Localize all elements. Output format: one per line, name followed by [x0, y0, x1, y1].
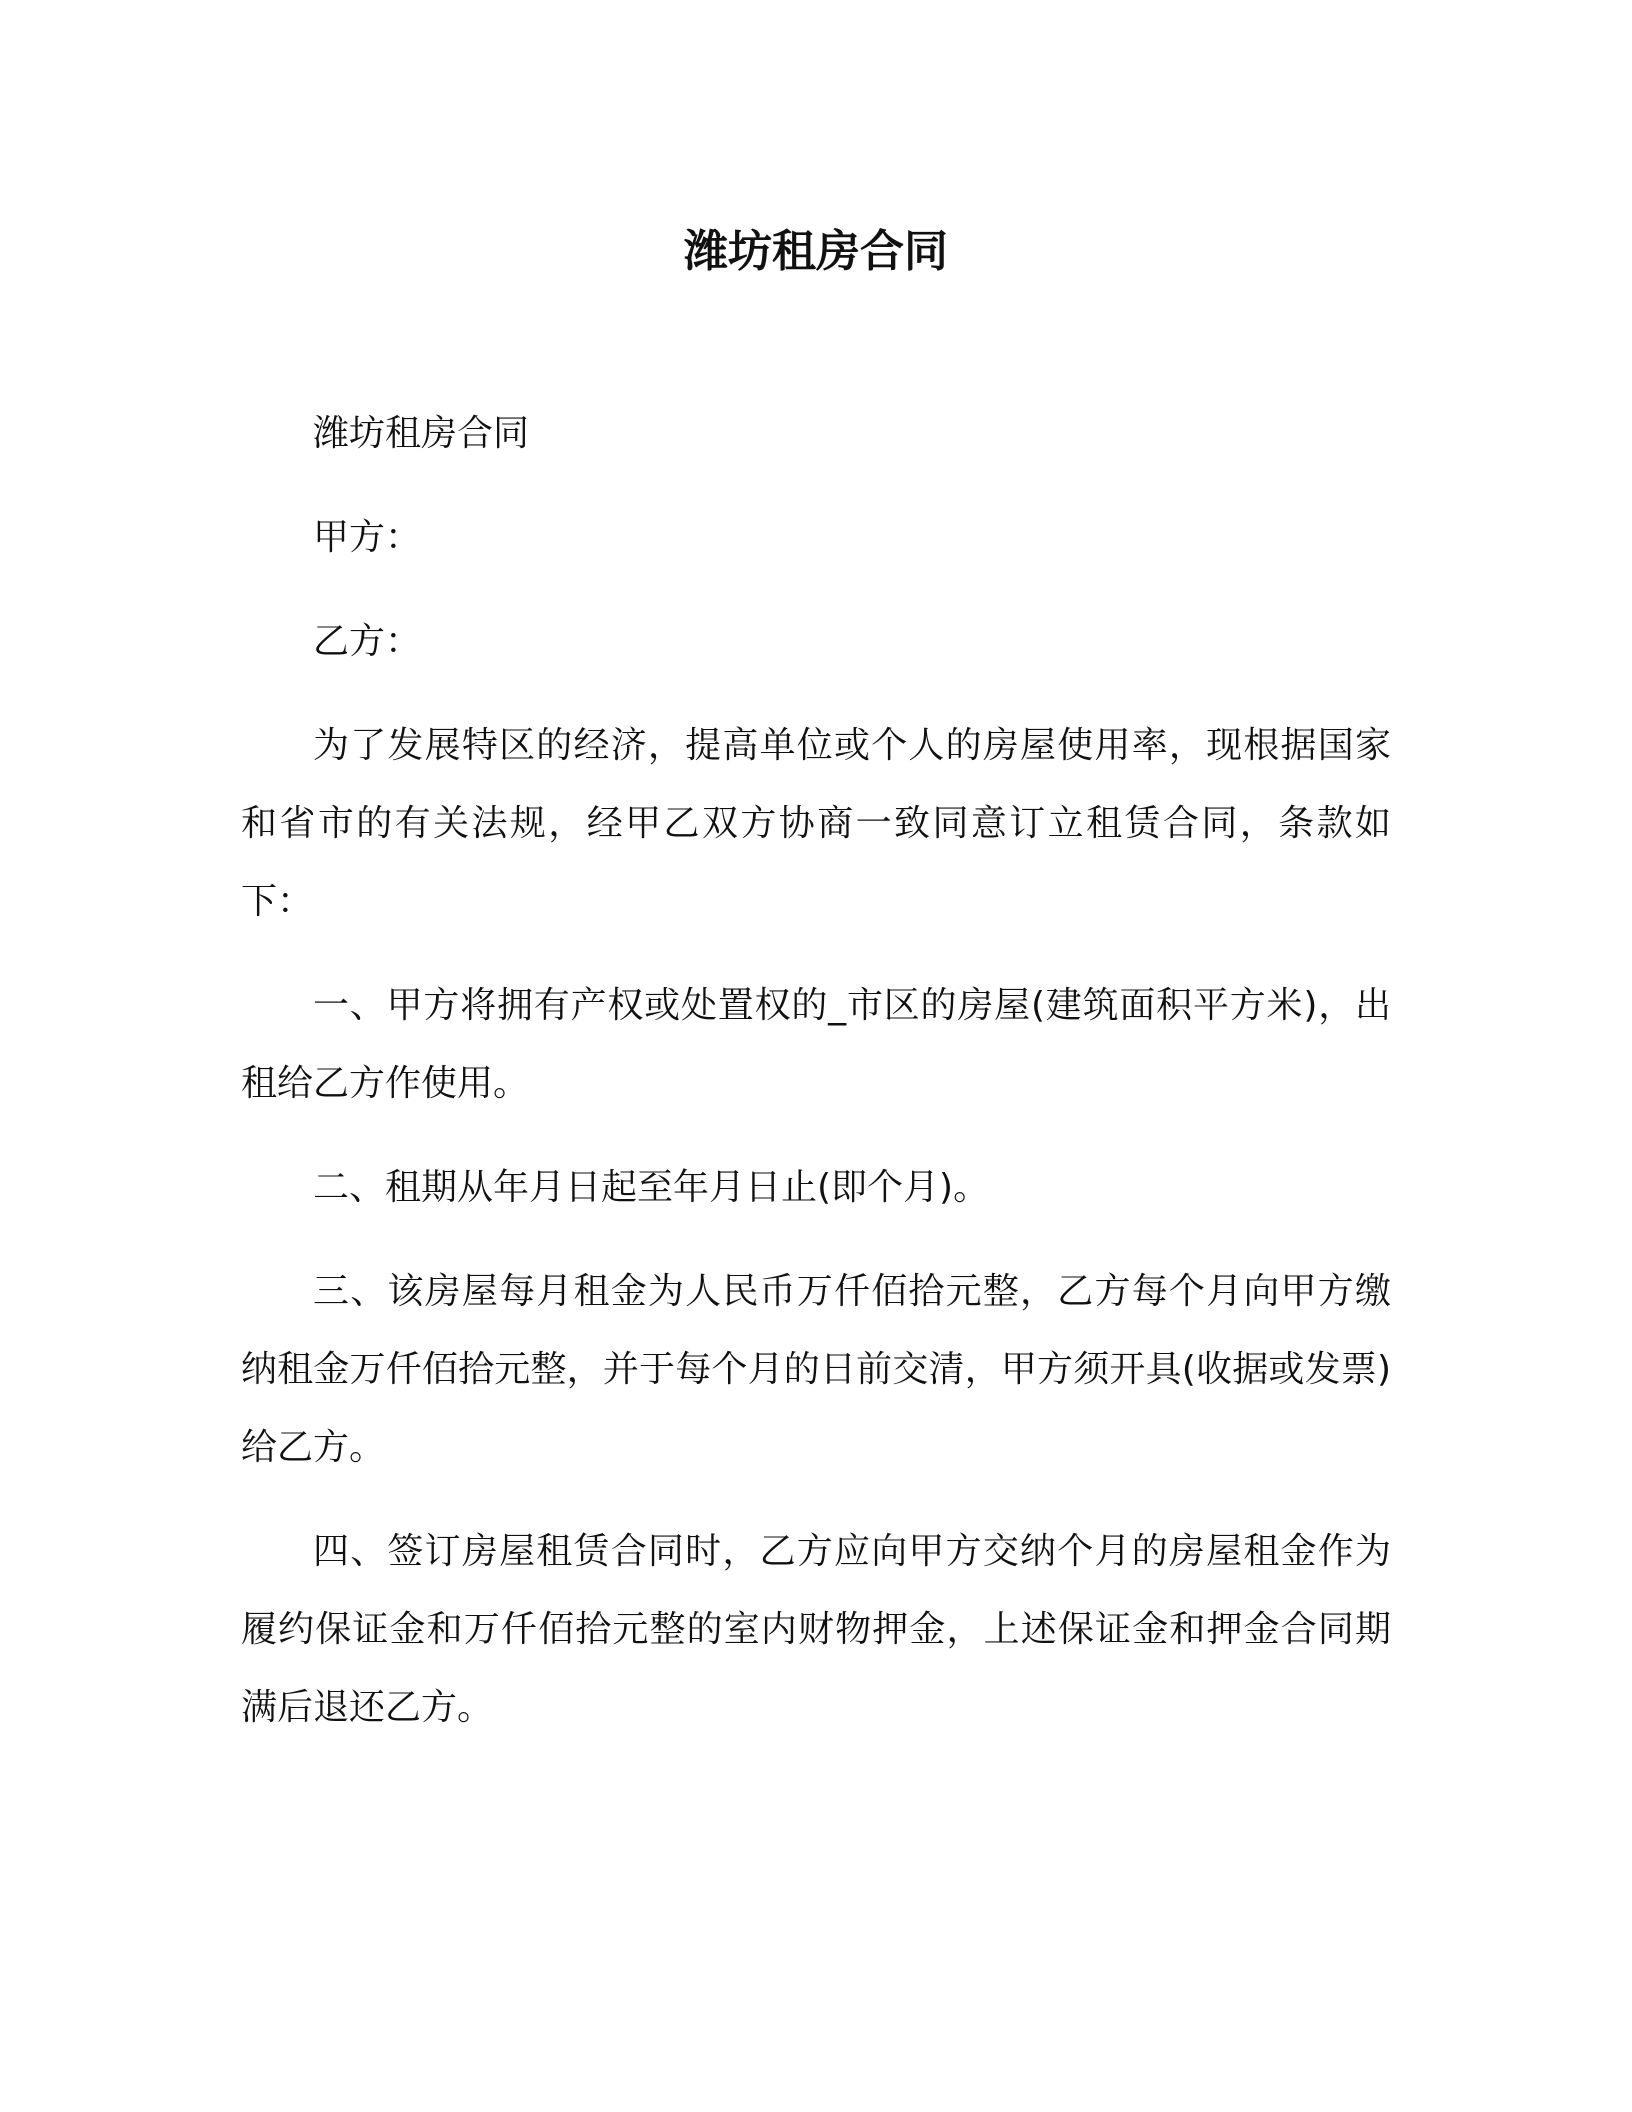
contract-heading: 潍坊租房合同 [313, 413, 530, 454]
document-body [241, 395, 1391, 1773]
document-title: 潍坊租房合同 [684, 226, 948, 277]
party-a-line: 甲方： [313, 517, 422, 558]
preamble-paragraph: 为了发展特区的经济，提高单位或个人的房屋使用率，现根据国家和省市的有关法规，经甲乙双方协商一致同意订立租赁合同，条款如下： [241, 725, 1391, 922]
clause-1: 一、甲方将拥有产权或处置权的_市区的房屋(建筑面积平方米)，出租给乙方作使用。 [241, 985, 1391, 1104]
clause-3: 三、该房屋每月租金为人民币万仟佰拾元整，乙方每个月向甲方缴纳租金万仟佰拾元整，并于每个月的日前交清，甲方须开具(收据或发票)给乙方。 [241, 1271, 1391, 1468]
clause-4: 四、签订房屋租赁合同时，乙方应向甲方交纳个月的房屋租金作为履约保证金和万仟佰拾元整的室内财物押金，上述保证金和押金合同期满后退还乙方。 [241, 1531, 1391, 1728]
clause-2: 二、租期从年月日起至年月日止(即个月)。 [313, 1167, 990, 1208]
party-b-line: 乙方： [313, 621, 422, 662]
